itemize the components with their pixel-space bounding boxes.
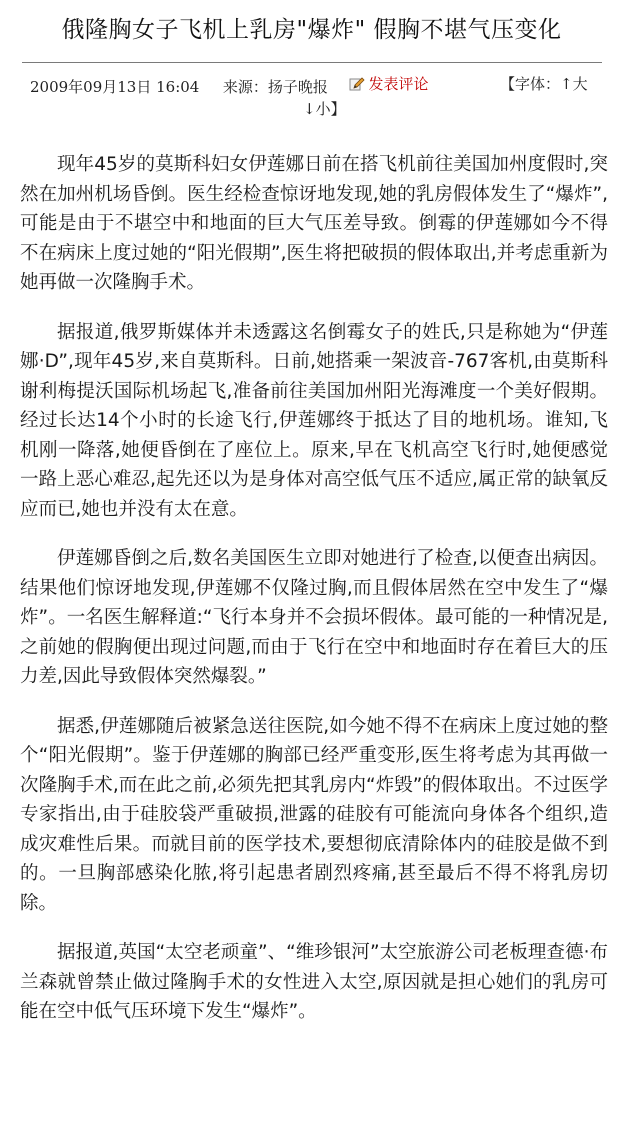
publish-datetime: 2009年09月13日 16:04 [30,78,200,96]
pencil-icon [349,76,365,92]
article-paragraph: 现年45岁的莫斯科妇女伊莲娜日前在搭飞机前往美国加州度假时,突然在加州机场昏倒。医生经检查惊讶地发现,她的乳房假体发生了“爆炸”,可能是由于不堪空中和地面的巨大气压差导致。倒霉的伊莲娜如今不得不在病床上度过她的“阳光假期”,医生将把破损的假体取出,并考虑重新为她再做一次隆胸手术。 [20,154,608,293]
meta-info-line [30,72,429,99]
article-source: 来源：扬子晚报 [222,78,328,96]
font-size-control[interactable]: 【字体：↑大 [500,75,588,93]
article-paragraph: 据报道,英国“太空老顽童”、“维珍银河”太空旅游公司老板理查德·布兰森就曾禁止做过隆胸手术的女性进入太空,原因就是担心她们的乳房可能在空中低气压环境下发生“爆炸”。 [20,942,608,1022]
article-paragraph: 据悉,伊莲娜随后被紧急送往医院,如今她不得不在病床上度过她的整个“阳光假期”。鉴于伊莲娜的胸部已经严重变形,医生将考虑为其再做一次隆胸手术,而在此之前,必须先把其乳房内“炸毁”的假体取出。不过医学专家指出,由于硅胶袋严重破损,泄露的硅胶有可能流向身体各个组织,造成灾难性后果。而就目前的医学技术,要想彻底清除体内的硅胶是做不到的。一旦胸部感染化脓,将引起患者剧烈疼痛,甚至最后不得不将乳房切除。 [20,715,608,914]
title-divider [22,62,602,63]
article-meta [22,70,598,126]
article-paragraph: 据报道,俄罗斯媒体并未透露这名倒霉女子的姓氏,只是称她为“伊莲娜·D”,现年45岁,来自莫斯科。日前,她搭乘一架波音-767客机,由莫斯科谢利梅提沃国际机场起飞,准备前往美国加州阳光海滩度一个美好假期。经过长达14个小时的长途飞行,伊莲娜终于抵达了目的地机场。谁知,飞机刚一降落,她便昏倒在了座位上。原来,早在飞机高空飞行时,她便感觉一路上恶心难忍,起先还以为是身体对高空低气压不适应,属正常的缺氧反应而已,她也并没有太在意。 [20,321,608,520]
article-paragraph: 伊莲娜昏倒之后,数名美国医生立即对她进行了检查,以便查出病因。结果他们惊讶地发现,伊莲娜不仅隆过胸,而且假体居然在空中发生了“爆炸”。一名医生解释道:“飞行本身并不会损坏假体。最可能的一种情况是,之前她的假胸便出现过问题,而由于飞行在空中和地面时存在着巨大的压力差,因此导致假体突然爆裂。” [20,548,608,687]
font-size-control-small[interactable]: ↓小】 [303,100,346,118]
article-title: 俄隆胸女子飞机上乳房"爆炸" 假胸不堪气压变化 [61,17,562,43]
post-comment-label: 发表评论 [368,75,429,93]
article-body [20,150,608,1027]
post-comment-link[interactable] [349,72,428,96]
